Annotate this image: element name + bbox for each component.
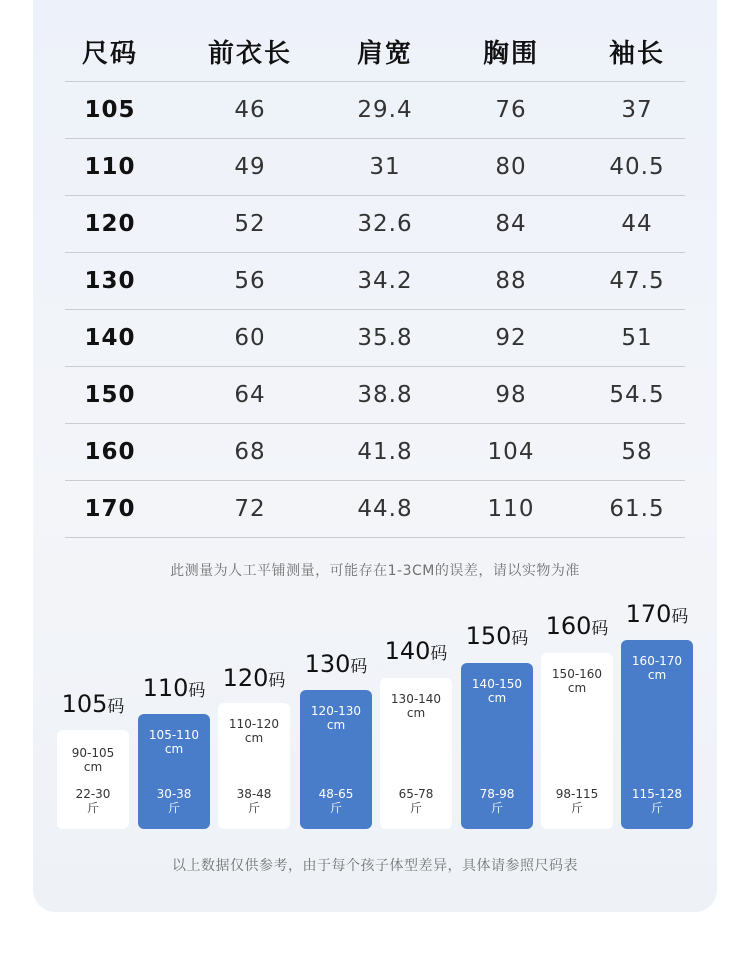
weight-range-value: 30-38: [156, 787, 192, 801]
table-row: [65, 139, 685, 196]
size-bar: [218, 703, 290, 829]
measure-cell: 60: [234, 325, 266, 351]
measurement-note: 此测量为人工平铺测量，可能存在1-3CM的误差，请以实物为准: [170, 563, 580, 579]
table-row: [65, 253, 685, 310]
height-range-value: 160-170: [631, 654, 683, 668]
height-range-value: 110-120: [228, 717, 280, 731]
size-cell: 140: [84, 325, 136, 351]
measure-cell: 46: [234, 97, 266, 123]
measure-cell: 47.5: [609, 268, 665, 294]
bar-size-number: 150: [465, 622, 512, 650]
size-bar: [541, 653, 613, 829]
height-range-unit: cm: [487, 691, 507, 705]
measure-cell: 54.5: [609, 382, 665, 408]
measure-cell: 51: [621, 325, 653, 351]
table-row: [65, 82, 685, 139]
bar-size-unit: 码: [511, 629, 529, 649]
size-bar: [461, 663, 533, 829]
weight-range-unit: 斤: [167, 801, 180, 815]
header-sleeve-length: 袖长: [608, 39, 665, 69]
measure-cell: 98: [495, 382, 527, 408]
table-row: [65, 367, 685, 424]
size-cell: 105: [84, 97, 136, 123]
weight-range: [57, 787, 129, 815]
weight-range-value: 78-98: [479, 787, 515, 801]
weight-range-value: 115-128: [631, 787, 683, 801]
bar-size-label: [621, 600, 693, 628]
bar-size-unit: 码: [430, 644, 448, 664]
size-cell: 170: [84, 496, 136, 522]
weight-range-unit: 斤: [570, 801, 583, 815]
weight-range: [138, 787, 210, 815]
bar-size-number: 170: [625, 600, 672, 628]
height-range: [541, 667, 613, 695]
measure-cell: 80: [495, 154, 527, 180]
size-cell: 120: [84, 211, 136, 237]
height-range: [621, 654, 693, 682]
header-shoulder-width: 肩宽: [356, 39, 413, 69]
height-range: [380, 692, 452, 720]
weight-range: [541, 787, 613, 815]
height-range-unit: cm: [164, 742, 184, 756]
bar-size-number: 130: [304, 650, 351, 678]
measure-cell: 34.2: [357, 268, 413, 294]
measure-cell: 35.8: [357, 325, 413, 351]
size-bar: [138, 714, 210, 829]
header-size: 尺码: [81, 39, 138, 69]
measure-cell: 40.5: [609, 154, 665, 180]
bar-size-unit: 码: [350, 657, 368, 677]
size-bar: [380, 678, 452, 829]
bar-size-label: [300, 650, 372, 678]
table-row: [65, 310, 685, 367]
measure-cell: 84: [495, 211, 527, 237]
height-range-unit: cm: [326, 718, 346, 732]
bar-size-label: [461, 622, 533, 650]
weight-range-unit: 斤: [490, 801, 503, 815]
height-range-value: 120-130: [310, 704, 362, 718]
weight-range: [380, 787, 452, 815]
size-cell: 160: [84, 439, 136, 465]
bar-size-number: 140: [384, 637, 431, 665]
height-range: [57, 746, 129, 774]
weight-range-value: 48-65: [318, 787, 354, 801]
height-range-value: 150-160: [551, 667, 603, 681]
measure-cell: 31: [369, 154, 401, 180]
weight-range: [218, 787, 290, 815]
bar-size-label: [138, 674, 210, 702]
height-range-value: 130-140: [390, 692, 442, 706]
weight-range-unit: 斤: [247, 801, 260, 815]
height-range-unit: cm: [647, 668, 667, 682]
size-cell: 150: [84, 382, 136, 408]
height-range-value: 90-105: [71, 746, 115, 760]
size-bar: [621, 640, 693, 829]
bar-size-unit: 码: [591, 619, 609, 639]
measure-cell: 29.4: [357, 97, 413, 123]
size-table: [65, 22, 685, 538]
weight-range-value: 38-48: [236, 787, 272, 801]
measure-cell: 41.8: [357, 439, 413, 465]
bar-size-number: 105: [61, 690, 108, 718]
measure-cell: 76: [495, 97, 527, 123]
measure-cell: 68: [234, 439, 266, 465]
weight-range: [461, 787, 533, 815]
bar-size-number: 110: [142, 674, 189, 702]
bar-size-unit: 码: [188, 681, 206, 701]
height-range: [300, 704, 372, 732]
measure-cell: 64: [234, 382, 266, 408]
bar-size-unit: 码: [268, 671, 286, 691]
bar-size-label: [218, 664, 290, 692]
weight-range-unit: 斤: [86, 801, 99, 815]
weight-range-unit: 斤: [329, 801, 342, 815]
height-range-value: 140-150: [471, 677, 523, 691]
measure-cell: 49: [234, 154, 266, 180]
measure-cell: 88: [495, 268, 527, 294]
bar-size-label: [541, 612, 613, 640]
bar-size-label: [380, 637, 452, 665]
table-row: [65, 196, 685, 253]
height-range: [138, 728, 210, 756]
size-cell: 130: [84, 268, 136, 294]
height-range-value: 105-110: [148, 728, 200, 742]
measure-cell: 52: [234, 211, 266, 237]
weight-range: [621, 787, 693, 815]
bar-size-unit: 码: [107, 697, 125, 717]
weight-range-value: 22-30: [75, 787, 111, 801]
weight-range-unit: 斤: [650, 801, 663, 815]
measure-cell: 92: [495, 325, 527, 351]
bar-size-label: [57, 690, 129, 718]
bar-size-unit: 码: [671, 607, 689, 627]
bar-size-number: 160: [545, 612, 592, 640]
measure-cell: 44: [621, 211, 653, 237]
size-bar: [57, 730, 129, 829]
height-range-unit: cm: [83, 760, 103, 774]
size-cell: 110: [84, 154, 136, 180]
measure-cell: 72: [234, 496, 266, 522]
bar-size-number: 120: [222, 664, 269, 692]
measure-cell: 44.8: [357, 496, 413, 522]
table-row: [65, 481, 685, 538]
reference-note: 以上数据仅供参考，由于每个孩子体型差异，具体请参照尺码表: [172, 858, 578, 874]
measure-cell: 104: [487, 439, 535, 465]
table-header-row: [65, 22, 685, 82]
height-range: [218, 717, 290, 745]
measure-cell: 37: [621, 97, 653, 123]
header-chest: 胸围: [482, 39, 539, 69]
table-row: [65, 424, 685, 481]
measure-cell: 110: [487, 496, 535, 522]
measure-cell: 61.5: [609, 496, 665, 522]
weight-range-value: 98-115: [555, 787, 599, 801]
height-range-unit: cm: [567, 681, 587, 695]
height-range: [461, 677, 533, 705]
measure-cell: 38.8: [357, 382, 413, 408]
measure-cell: 32.6: [357, 211, 413, 237]
measure-cell: 58: [621, 439, 653, 465]
weight-range: [300, 787, 372, 815]
header-front-length: 前衣长: [207, 39, 292, 69]
measure-cell: 56: [234, 268, 266, 294]
size-bar: [300, 690, 372, 829]
weight-range-unit: 斤: [409, 801, 422, 815]
height-range-unit: cm: [406, 706, 426, 720]
weight-range-value: 65-78: [398, 787, 434, 801]
height-range-unit: cm: [244, 731, 264, 745]
